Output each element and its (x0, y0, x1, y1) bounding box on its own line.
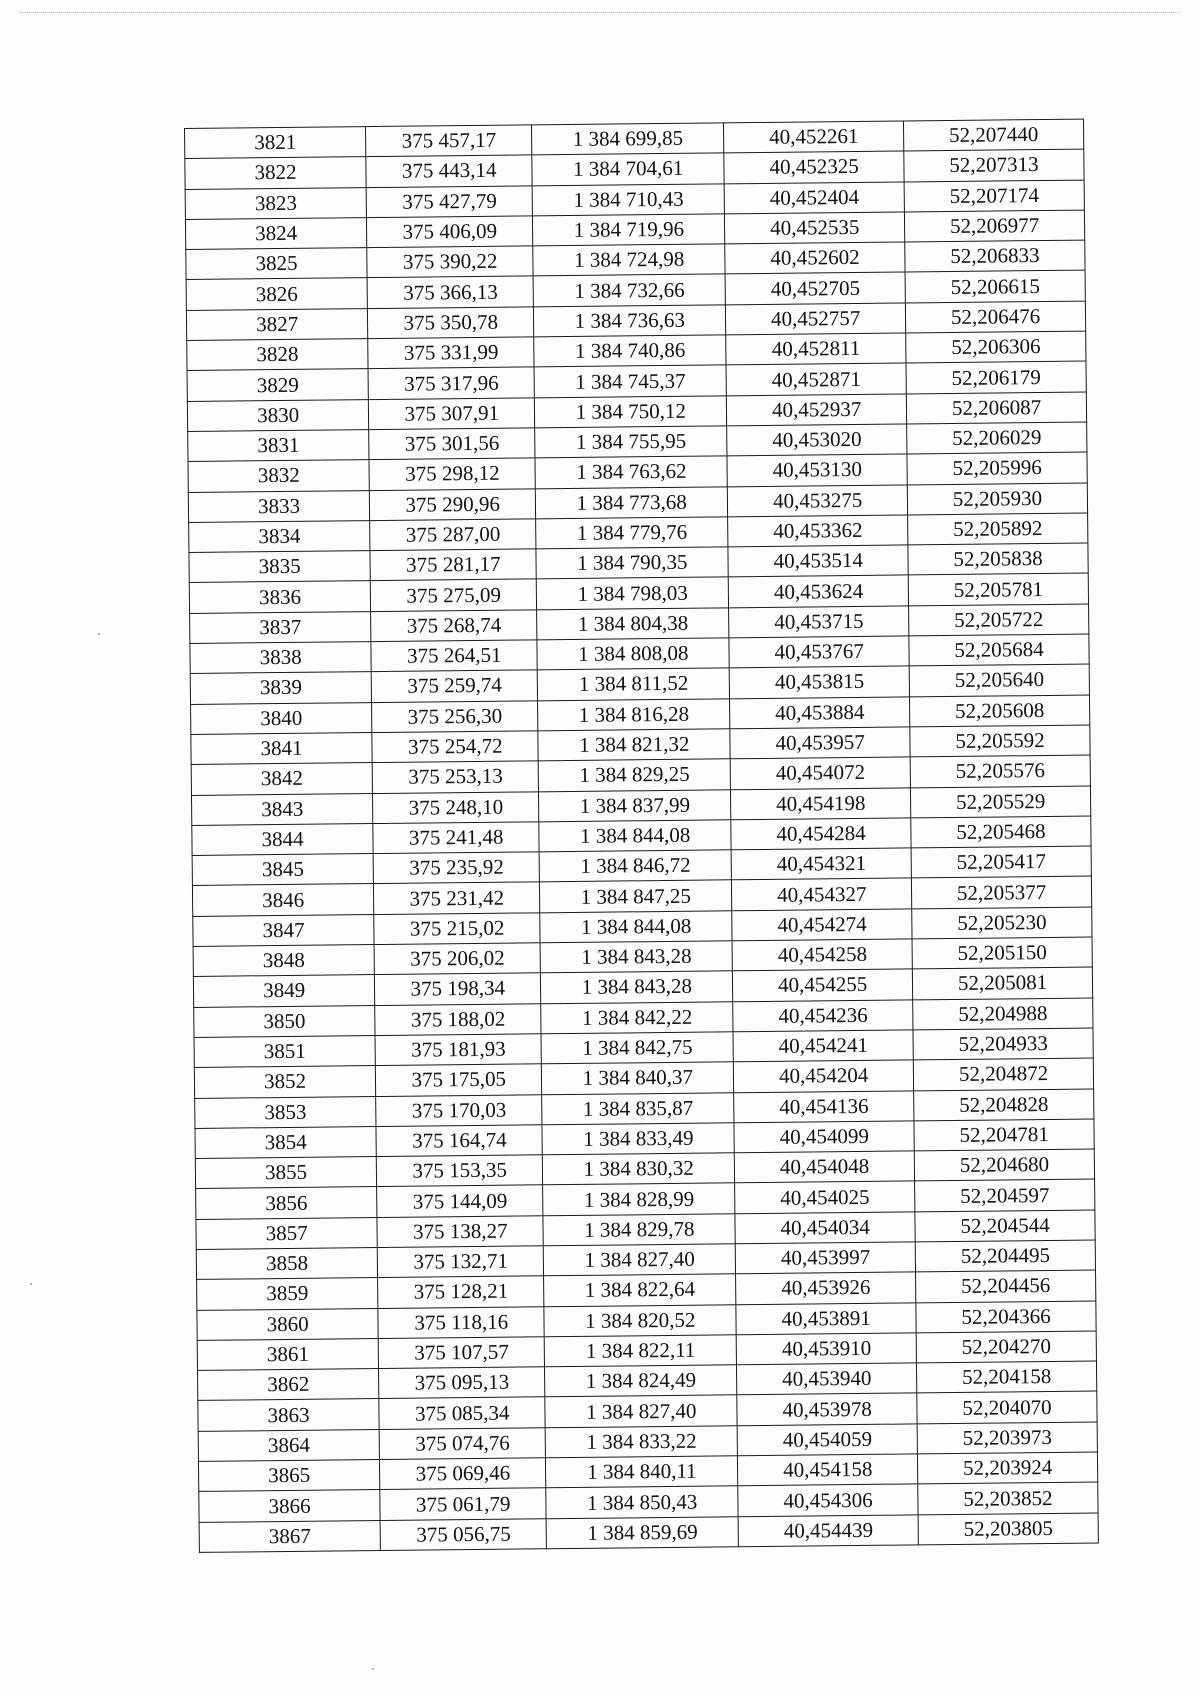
point-number-cell: 3846 (192, 884, 374, 916)
latitude-cell: 40,453926 (736, 1272, 916, 1304)
point-number-cell: 3835 (189, 551, 371, 583)
longitude-cell: 52,206615 (905, 271, 1085, 303)
point-number-cell: 3822 (185, 157, 367, 189)
y-coordinate-cell: 1 384 779,76 (536, 517, 728, 549)
latitude-cell: 40,454284 (731, 818, 911, 850)
longitude-cell: 52,205576 (910, 755, 1090, 787)
x-coordinate-cell: 375 188,02 (375, 1003, 541, 1035)
latitude-cell: 40,453767 (729, 636, 909, 668)
longitude-cell: 52,206977 (905, 210, 1085, 242)
x-coordinate-cell: 375 056,75 (380, 1518, 546, 1550)
longitude-cell: 52,204781 (914, 1119, 1094, 1151)
latitude-cell: 40,454059 (737, 1424, 917, 1456)
latitude-cell: 40,453514 (728, 545, 908, 577)
latitude-cell: 40,453020 (727, 424, 907, 456)
y-coordinate-cell: 1 384 736,63 (534, 305, 726, 337)
x-coordinate-cell: 375 206,02 (374, 943, 540, 975)
longitude-cell: 52,205930 (907, 483, 1087, 515)
longitude-cell: 52,205468 (911, 816, 1091, 848)
latitude-cell: 40,453978 (737, 1393, 917, 1425)
latitude-cell: 40,454306 (738, 1484, 918, 1516)
point-number-cell: 3834 (189, 520, 371, 552)
point-number-cell: 3859 (197, 1278, 379, 1310)
latitude-cell: 40,454236 (733, 1000, 913, 1032)
point-number-cell: 3849 (193, 975, 375, 1007)
x-coordinate-cell: 375 268,74 (371, 610, 537, 642)
y-coordinate-cell: 1 384 847,25 (540, 880, 732, 912)
y-coordinate-cell: 1 384 850,43 (546, 1486, 738, 1518)
x-coordinate-cell: 375 281,17 (370, 549, 536, 581)
y-coordinate-cell: 1 384 827,40 (544, 1244, 736, 1276)
y-coordinate-cell: 1 384 811,52 (538, 668, 730, 700)
y-coordinate-cell: 1 384 740,86 (534, 335, 726, 367)
x-coordinate-cell: 375 307,91 (369, 398, 535, 430)
x-coordinate-cell: 375 181,93 (375, 1034, 541, 1066)
longitude-cell: 52,205996 (907, 452, 1087, 484)
latitude-cell: 40,454258 (732, 939, 912, 971)
latitude-cell: 40,452535 (725, 212, 905, 244)
y-coordinate-cell: 1 384 699,85 (532, 123, 724, 155)
x-coordinate-cell: 375 170,03 (376, 1094, 542, 1126)
x-coordinate-cell: 375 235,92 (373, 852, 539, 884)
point-number-cell: 3837 (190, 611, 372, 643)
y-coordinate-cell: 1 384 824,49 (545, 1365, 737, 1397)
y-coordinate-cell: 1 384 837,99 (539, 789, 731, 821)
point-number-cell: 3848 (193, 945, 375, 977)
x-coordinate-cell: 375 241,48 (373, 822, 539, 854)
point-number-cell: 3854 (195, 1126, 377, 1158)
x-coordinate-cell: 375 153,35 (377, 1155, 543, 1187)
longitude-cell: 52,205640 (909, 664, 1089, 696)
latitude-cell: 40,453362 (728, 515, 908, 547)
point-number-cell: 3845 (192, 854, 374, 886)
y-coordinate-cell: 1 384 829,78 (543, 1213, 735, 1245)
x-coordinate-cell: 375 069,46 (380, 1458, 546, 1490)
x-coordinate-cell: 375 443,14 (366, 155, 532, 187)
x-coordinate-cell: 375 406,09 (367, 216, 533, 248)
x-coordinate-cell: 375 317,96 (368, 367, 534, 399)
y-coordinate-cell: 1 384 842,22 (541, 1001, 733, 1033)
y-coordinate-cell: 1 384 724,98 (533, 244, 725, 276)
latitude-cell: 40,453884 (730, 697, 910, 729)
point-number-cell: 3867 (199, 1520, 381, 1552)
y-coordinate-cell: 1 384 816,28 (538, 698, 730, 730)
latitude-cell: 40,454204 (734, 1060, 914, 1092)
longitude-cell: 52,204872 (913, 1058, 1093, 1090)
point-number-cell: 3826 (186, 278, 368, 310)
y-coordinate-cell: 1 384 859,69 (546, 1516, 738, 1548)
y-coordinate-cell: 1 384 844,08 (539, 820, 731, 852)
point-number-cell: 3821 (185, 127, 367, 159)
point-number-cell: 3851 (194, 1035, 376, 1067)
point-number-cell: 3863 (198, 1399, 380, 1431)
y-coordinate-cell: 1 384 798,03 (537, 577, 729, 609)
latitude-cell: 40,453815 (729, 666, 909, 698)
point-number-cell: 3860 (197, 1308, 379, 1340)
y-coordinate-cell: 1 384 790,35 (536, 547, 728, 579)
longitude-cell: 52,206179 (906, 361, 1086, 393)
latitude-cell: 40,452811 (726, 333, 906, 365)
point-number-cell: 3850 (194, 1005, 376, 1037)
scan-speck (372, 1668, 374, 1670)
y-coordinate-cell: 1 384 843,28 (540, 941, 732, 973)
x-coordinate-cell: 375 144,09 (377, 1185, 543, 1217)
x-coordinate-cell: 375 107,57 (378, 1337, 544, 1369)
y-coordinate-cell: 1 384 846,72 (539, 850, 731, 882)
latitude-cell: 40,453624 (729, 575, 909, 607)
y-coordinate-cell: 1 384 833,22 (545, 1426, 737, 1458)
latitude-cell: 40,452602 (725, 242, 905, 274)
point-number-cell: 3828 (187, 339, 369, 371)
latitude-cell: 40,453275 (728, 485, 908, 517)
y-coordinate-cell: 1 384 821,32 (538, 729, 730, 761)
latitude-cell: 40,452261 (724, 121, 904, 153)
longitude-cell: 52,205838 (908, 543, 1088, 575)
longitude-cell: 52,206476 (905, 301, 1085, 333)
x-coordinate-cell: 375 366,13 (367, 276, 533, 308)
point-number-cell: 3829 (187, 369, 369, 401)
x-coordinate-cell: 375 215,02 (374, 913, 540, 945)
point-number-cell: 3839 (190, 672, 372, 704)
x-coordinate-cell: 375 256,30 (372, 700, 538, 732)
latitude-cell: 40,454274 (732, 909, 912, 941)
latitude-cell: 40,454072 (730, 757, 910, 789)
point-number-cell: 3857 (196, 1217, 378, 1249)
y-coordinate-cell: 1 384 804,38 (537, 608, 729, 640)
x-coordinate-cell: 375 350,78 (368, 307, 534, 339)
longitude-cell: 52,203805 (918, 1513, 1098, 1545)
latitude-cell: 40,452757 (726, 303, 906, 335)
y-coordinate-cell: 1 384 822,11 (544, 1335, 736, 1367)
longitude-cell: 52,204456 (916, 1270, 1096, 1302)
y-coordinate-cell: 1 384 840,11 (546, 1456, 738, 1488)
x-coordinate-cell: 375 275,09 (370, 579, 536, 611)
y-coordinate-cell: 1 384 719,96 (533, 214, 725, 246)
x-coordinate-cell: 375 427,79 (366, 185, 532, 217)
latitude-cell: 40,454439 (738, 1515, 918, 1547)
y-coordinate-cell: 1 384 843,28 (541, 971, 733, 1003)
latitude-cell: 40,454255 (733, 969, 913, 1001)
longitude-cell: 52,205081 (912, 967, 1092, 999)
x-coordinate-cell: 375 390,22 (367, 246, 533, 278)
longitude-cell: 52,203852 (918, 1482, 1098, 1514)
longitude-cell: 52,206087 (906, 392, 1086, 424)
point-number-cell: 3852 (194, 1066, 376, 1098)
longitude-cell: 52,205684 (909, 634, 1089, 666)
point-number-cell: 3842 (191, 763, 373, 795)
longitude-cell: 52,205377 (912, 876, 1092, 908)
longitude-cell: 52,206029 (907, 422, 1087, 454)
longitude-cell: 52,205722 (909, 604, 1089, 636)
x-coordinate-cell: 375 061,79 (380, 1488, 546, 1520)
x-coordinate-cell: 375 259,74 (371, 670, 537, 702)
longitude-cell: 52,203924 (918, 1452, 1098, 1484)
point-number-cell: 3847 (193, 914, 375, 946)
x-coordinate-cell: 375 095,13 (379, 1367, 545, 1399)
y-coordinate-cell: 1 384 828,99 (543, 1183, 735, 1215)
y-coordinate-cell: 1 384 835,87 (542, 1092, 734, 1124)
y-coordinate-cell: 1 384 829,25 (538, 759, 730, 791)
point-number-cell: 3864 (198, 1429, 380, 1461)
longitude-cell: 52,206833 (905, 240, 1085, 272)
longitude-cell: 52,205417 (911, 846, 1091, 878)
longitude-cell: 52,205592 (910, 725, 1090, 757)
latitude-cell: 40,453957 (730, 727, 910, 759)
latitude-cell: 40,454158 (738, 1454, 918, 1486)
longitude-cell: 52,205892 (908, 513, 1088, 545)
point-number-cell: 3862 (198, 1369, 380, 1401)
longitude-cell: 52,204597 (915, 1179, 1095, 1211)
longitude-cell: 52,205150 (912, 937, 1092, 969)
longitude-cell: 52,203973 (917, 1422, 1097, 1454)
point-number-cell: 3855 (195, 1157, 377, 1189)
longitude-cell: 52,204070 (917, 1391, 1097, 1423)
longitude-cell: 52,204828 (914, 1089, 1094, 1121)
latitude-cell: 40,454198 (731, 787, 911, 819)
y-coordinate-cell: 1 384 808,08 (537, 638, 729, 670)
point-number-cell: 3840 (191, 702, 373, 734)
y-coordinate-cell: 1 384 830,32 (543, 1153, 735, 1185)
coordinate-table (184, 119, 1099, 1553)
x-coordinate-cell: 375 253,13 (372, 761, 538, 793)
y-coordinate-cell: 1 384 763,62 (535, 456, 727, 488)
point-number-cell: 3836 (189, 581, 371, 613)
latitude-cell: 40,452325 (724, 151, 904, 183)
y-coordinate-cell: 1 384 840,37 (542, 1062, 734, 1094)
point-number-cell: 3831 (188, 430, 370, 462)
y-coordinate-cell: 1 384 710,43 (532, 183, 724, 215)
y-coordinate-cell: 1 384 844,08 (540, 911, 732, 943)
point-number-cell: 3830 (187, 399, 369, 431)
point-number-cell: 3825 (186, 248, 368, 280)
longitude-cell: 52,204680 (914, 1149, 1094, 1181)
coordinate-table-body (185, 119, 1099, 1552)
point-number-cell: 3858 (196, 1248, 378, 1280)
latitude-cell: 40,453130 (727, 454, 907, 486)
x-coordinate-cell: 375 118,16 (378, 1306, 544, 1338)
point-number-cell: 3838 (190, 642, 372, 674)
x-coordinate-cell: 375 198,34 (375, 973, 541, 1005)
scan-edge-line (20, 12, 1180, 13)
x-coordinate-cell: 375 457,17 (366, 125, 532, 157)
longitude-cell: 52,207440 (904, 119, 1084, 151)
latitude-cell: 40,453715 (729, 606, 909, 638)
latitude-cell: 40,452871 (726, 363, 906, 395)
longitude-cell: 52,205230 (912, 907, 1092, 939)
latitude-cell: 40,452404 (724, 182, 904, 214)
scan-speck (98, 633, 100, 635)
point-number-cell: 3856 (196, 1187, 378, 1219)
point-number-cell: 3853 (195, 1096, 377, 1128)
latitude-cell: 40,454025 (735, 1181, 915, 1213)
longitude-cell: 52,207174 (904, 180, 1084, 212)
latitude-cell: 40,454048 (735, 1151, 915, 1183)
longitude-cell: 52,204988 (913, 998, 1093, 1030)
point-number-cell: 3827 (186, 308, 368, 340)
longitude-cell: 52,204495 (915, 1240, 1095, 1272)
y-coordinate-cell: 1 384 827,40 (545, 1395, 737, 1427)
latitude-cell: 40,452937 (727, 394, 907, 426)
scan-speck (30, 1283, 32, 1285)
point-number-cell: 3865 (198, 1460, 380, 1492)
point-number-cell: 3861 (197, 1338, 379, 1370)
longitude-cell: 52,204366 (916, 1301, 1096, 1333)
longitude-cell: 52,204544 (915, 1210, 1095, 1242)
x-coordinate-cell: 375 138,27 (377, 1215, 543, 1247)
y-coordinate-cell: 1 384 750,12 (535, 396, 727, 428)
x-coordinate-cell: 375 264,51 (371, 640, 537, 672)
longitude-cell: 52,205608 (910, 695, 1090, 727)
x-coordinate-cell: 375 331,99 (368, 337, 534, 369)
x-coordinate-cell: 375 301,56 (369, 428, 535, 460)
x-coordinate-cell: 375 085,34 (379, 1397, 545, 1429)
point-number-cell: 3843 (191, 793, 373, 825)
longitude-cell: 52,204270 (916, 1331, 1096, 1363)
y-coordinate-cell: 1 384 842,75 (541, 1032, 733, 1064)
x-coordinate-cell: 375 287,00 (370, 519, 536, 551)
y-coordinate-cell: 1 384 732,66 (533, 274, 725, 306)
longitude-cell: 52,205529 (911, 786, 1091, 818)
x-coordinate-cell: 375 132,71 (377, 1246, 543, 1278)
point-number-cell: 3823 (185, 187, 367, 219)
point-number-cell: 3841 (191, 733, 373, 765)
latitude-cell: 40,454099 (734, 1121, 914, 1153)
y-coordinate-cell: 1 384 822,64 (544, 1274, 736, 1306)
x-coordinate-cell: 375 290,96 (370, 488, 536, 520)
point-number-cell: 3844 (192, 823, 374, 855)
longitude-cell: 52,204933 (913, 1028, 1093, 1060)
y-coordinate-cell: 1 384 755,95 (535, 426, 727, 458)
longitude-cell: 52,204158 (917, 1361, 1097, 1393)
latitude-cell: 40,454321 (731, 848, 911, 880)
latitude-cell: 40,454327 (732, 878, 912, 910)
x-coordinate-cell: 375 128,21 (378, 1276, 544, 1308)
y-coordinate-cell: 1 384 833,49 (542, 1123, 734, 1155)
latitude-cell: 40,453891 (736, 1302, 916, 1334)
point-number-cell: 3824 (185, 217, 367, 249)
y-coordinate-cell: 1 384 745,37 (534, 365, 726, 397)
y-coordinate-cell: 1 384 704,61 (532, 153, 724, 185)
x-coordinate-cell: 375 298,12 (369, 458, 535, 490)
x-coordinate-cell: 375 231,42 (374, 882, 540, 914)
latitude-cell: 40,454241 (733, 1030, 913, 1062)
latitude-cell: 40,454136 (734, 1090, 914, 1122)
latitude-cell: 40,453940 (737, 1363, 917, 1395)
x-coordinate-cell: 375 248,10 (373, 791, 539, 823)
longitude-cell: 52,206306 (906, 331, 1086, 363)
latitude-cell: 40,454034 (735, 1212, 915, 1244)
longitude-cell: 52,205781 (908, 574, 1088, 606)
y-coordinate-cell: 1 384 820,52 (544, 1304, 736, 1336)
x-coordinate-cell: 375 074,76 (379, 1428, 545, 1460)
latitude-cell: 40,453910 (736, 1333, 916, 1365)
point-number-cell: 3833 (188, 490, 370, 522)
x-coordinate-cell: 375 164,74 (376, 1125, 542, 1157)
x-coordinate-cell: 375 254,72 (372, 731, 538, 763)
latitude-cell: 40,452705 (725, 272, 905, 304)
longitude-cell: 52,207313 (904, 149, 1084, 181)
point-number-cell: 3866 (199, 1490, 381, 1522)
y-coordinate-cell: 1 384 773,68 (536, 486, 728, 518)
x-coordinate-cell: 375 175,05 (376, 1064, 542, 1096)
point-number-cell: 3832 (188, 460, 370, 492)
latitude-cell: 40,453997 (735, 1242, 915, 1274)
